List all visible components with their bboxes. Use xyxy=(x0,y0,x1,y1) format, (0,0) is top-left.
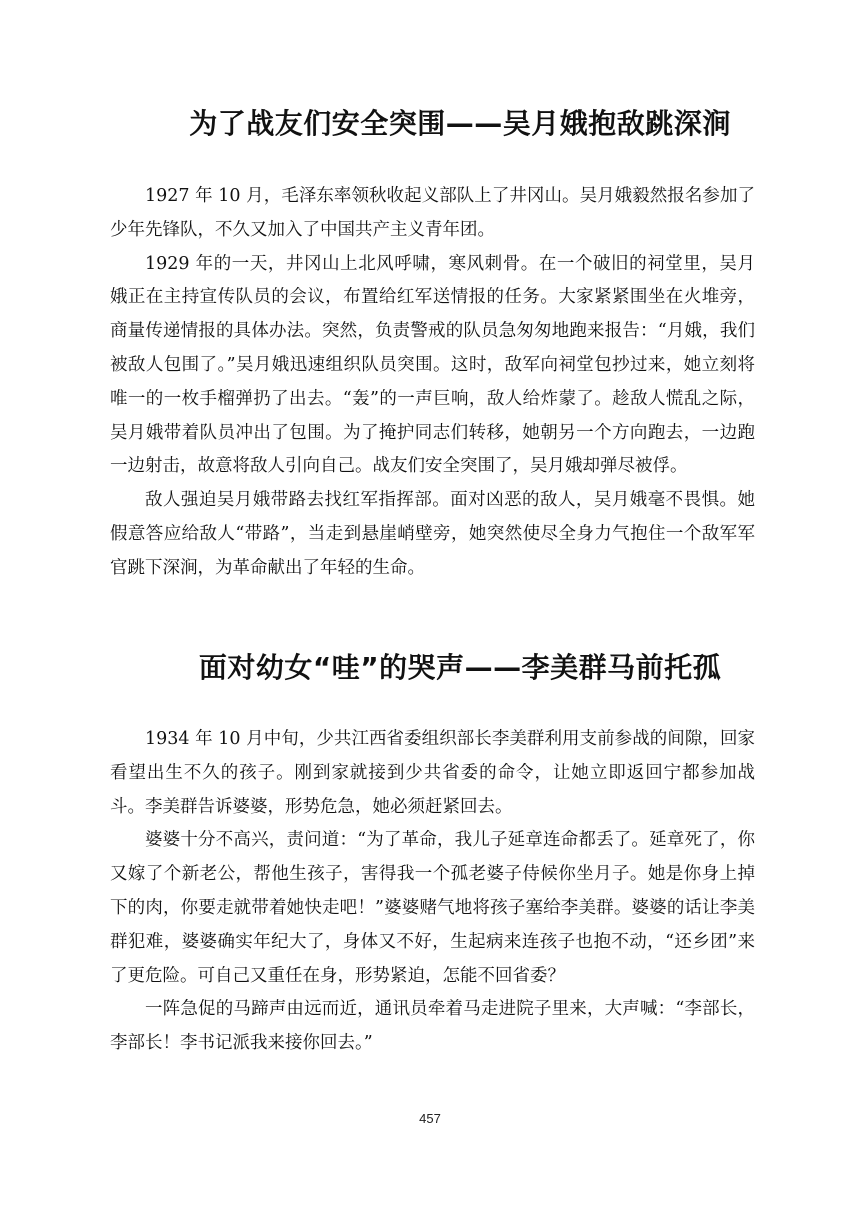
page-number: 457 xyxy=(419,1111,441,1126)
paragraph: 敌人强迫吴月娥带路去找红军指挥部。面对凶恶的敌人，吴月娥毫不畏惧。她假意答应给敌人“带路”，当走到悬崖峭壁旁，她突然使尽全身力气抱住一个敌军军官跳下深涧，为革命献出了年轻的生命。 xyxy=(110,490,755,578)
section-2-title: 面对幼女“哇”的哭声——李美群马前托孤 xyxy=(198,651,722,684)
paragraph: 1927 年 10 月，毛泽东率领秋收起义部队上了井冈山。吴月娥毅然报名参加了少年先锋队，不久又加入了中国共产主义青年团。 xyxy=(110,186,755,240)
section-1-body xyxy=(110,180,755,586)
paragraph: 一阵急促的马蹄声由远而近，通讯员牵着马走进院子里来，大声喊：“李部长，李部长！李书记派我来接你回去。” xyxy=(110,999,755,1054)
paragraph: 1929 年的一天，井冈山上北风呼啸，寒风刺骨。在一个破旧的祠堂里，吴月娥正在主持宣传队员的会议，布置给红军送情报的任务。大家紧紧围坐在火堆旁，商量传递情报的具体办法。突然，负责警戒的队员急匆匆地跑来报告：“月娥，我们被敌人包围了。”吴月娥迅速组织队员突围。这时，敌军向祠堂包抄过来，她立刻将唯一的一枚手榴弹扔了出去。“轰”的一声巨响，敌人给炸蒙了。趁敌人慌乱之际，吴月娥带着队员冲出了包围。为了掩护同志们转移，她朝另一个方向跑去，一边跑一边射击，故意将敌人引向自己。战友们安全突围了，吴月娥却弹尽被俘。 xyxy=(110,253,755,477)
section-2-body xyxy=(110,723,755,1061)
paragraph: 婆婆十分不高兴，责问道：“为了革命，我儿子延章连命都丢了。延章死了，你又嫁了个新老公，帮他生孩子，害得我一个孤老婆子侍候你坐月子。她是你身上掉下的肉，你要走就带着她快走吧！”婆婆赌气地将孩子塞给李美群。婆婆的话让李美群犯难，婆婆确实年纪大了，身体又不好，生起病来连孩子也抱不动，“还乡团”来了更危险。可自己又重任在身，形势紧迫，怎能不回省委？ xyxy=(110,830,755,986)
paragraph: 1934 年 10 月中旬，少共江西省委组织部长李美群利用支前参战的间隙，回家看望出生不久的孩子。刚到家就接到少共省委的命令，让她立即返回宁都参加战斗。李美群告诉婆婆，形势危急，她必须赶紧回去。 xyxy=(110,729,755,817)
section-1-title: 为了战友们安全突围——吴月娥抱敌跳深涧 xyxy=(189,107,731,140)
